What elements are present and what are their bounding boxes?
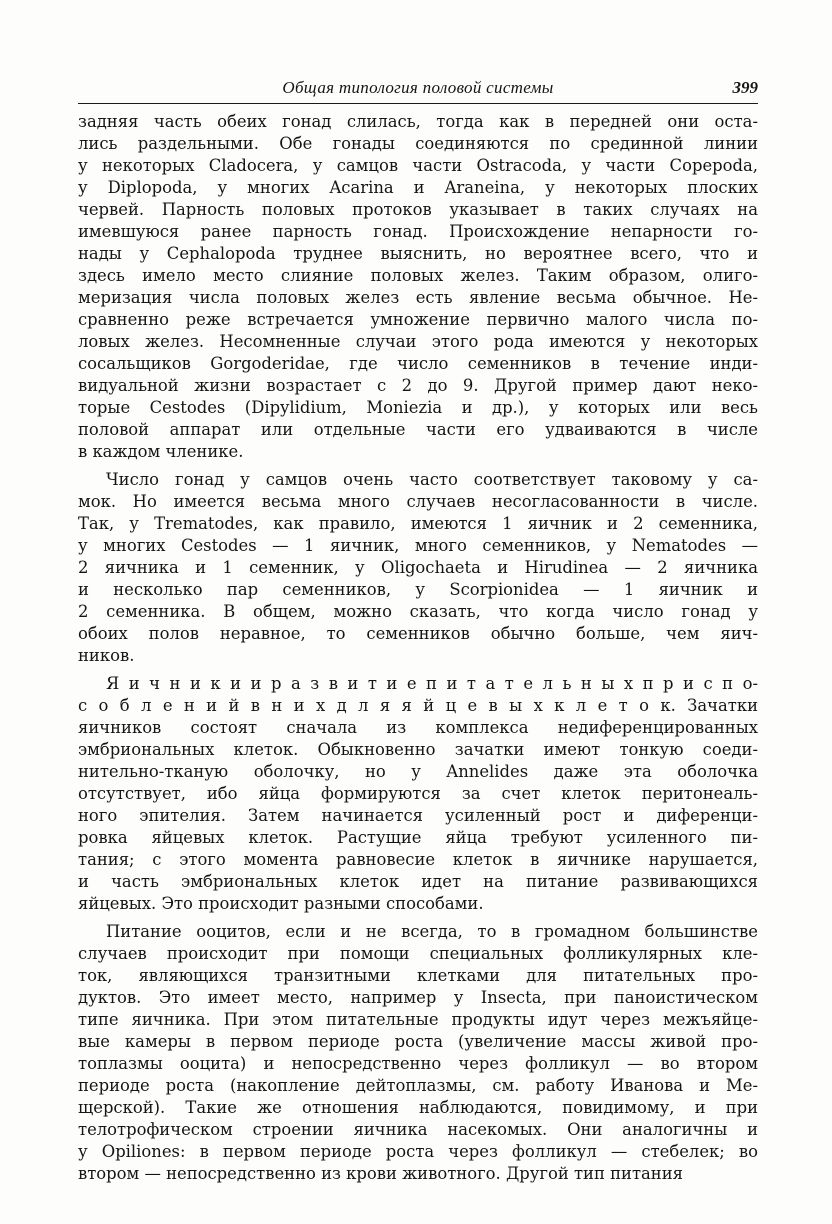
text-line: здесь имело место слияние половых желез. Таким образом, олиго- (78, 266, 758, 285)
text-line: щерской). Такие же отношения наблюдаются, повидимому, и при (78, 1098, 758, 1117)
text-line: Я и ч н и к и и р а з в и т и е п и т а т е л ь н ы х п р и с п о- (106, 674, 758, 693)
text-line: меризация числа половых желез есть явление весьма обычное. Не- (78, 288, 758, 307)
page-number: 399 (732, 78, 758, 97)
text-line: случаев происходит при помощи специальных фолликулярных кле- (78, 944, 758, 963)
text-line: нады у Cephalopoda труднее выяснить, но вероятнее всего, что и (78, 244, 758, 263)
running-head (78, 78, 758, 104)
text-line: у Diplopoda, у многих Acarina и Araneina, у некоторых плоских (78, 178, 758, 197)
body-text (78, 111, 758, 1185)
text-line: задняя часть обеих гонад слилась, тогда как в передней они оста- (78, 112, 758, 131)
text-line: периоде роста (накопление дейтоплазмы, см. работу Иванова и Ме- (78, 1076, 758, 1095)
text-line: половой аппарат или отдельные части его удваиваются в числе (78, 420, 758, 439)
text-line: лись раздельными. Обе гонады соединяются по срединной линии (78, 134, 758, 153)
text-line: и часть эмбриональных клеток идет на питание развивающихся (78, 872, 758, 891)
text-line: червей. Парность половых протоков указывает в таких случаях на (78, 200, 758, 219)
text-line: нительно-тканую оболочку, но у Annelides даже эта оболочка (78, 762, 758, 781)
text-line: у Opiliones: в первом периоде роста через фолликул — стебелек; во (78, 1142, 758, 1161)
text-line: имевшуюся ранее парность гонад. Происхождение непарности го- (78, 222, 758, 241)
text-line: яичников состоят сначала из комплекса недиференцированных (78, 718, 758, 737)
paragraph (78, 111, 758, 463)
text-line: Так, у Trematodes, как правило, имеются 1 яичник и 2 семенника, (78, 514, 758, 533)
text-line: топлазмы ооцита) и непосредственно через фолликул — во втором (78, 1054, 758, 1073)
text-line: ровка яйцевых клеток. Растущие яйца требуют усиленного пи- (78, 828, 758, 847)
text-line: втором — непосредственно из крови животного. Другой тип питания (78, 1164, 683, 1183)
text-line: телотрофическом строении яичника насекомых. Они аналогичны и (78, 1120, 758, 1139)
text-line: и несколько пар семенников, у Scorpionidea — 1 яичник и (78, 580, 758, 599)
text-line: ловых желез. Несомненные случаи этого рода имеются у некоторых (78, 332, 758, 351)
text-line: в каждом членике. (78, 442, 244, 461)
text-line: ток, являющихся транзитными клетками для питательных про- (78, 966, 758, 985)
text-line: видуальной жизни возрастает с 2 до 9. Другой пример дают неко- (78, 376, 758, 395)
text-line: Число гонад у самцов очень часто соответствует таковому у са- (106, 470, 758, 489)
paragraph (78, 921, 758, 1185)
text-line: Питание ооцитов, если и не всегда, то в громадном большинстве (106, 922, 758, 941)
text-line: у многих Cestodes — 1 яичник, много семенников, у Nematodes — (78, 536, 758, 555)
text-line: у некоторых Cladocera, у самцов части Ostracoda, у части Copepoda, (78, 156, 758, 175)
header-rule (78, 103, 758, 104)
paragraph (78, 469, 758, 667)
running-title: Общая типология половой системы (282, 78, 554, 97)
text-line: отсутствует, ибо яйца формируются за счет клеток перитонеаль- (78, 784, 758, 803)
text-line: ного эпителия. Затем начинается усиленный рост и диференци- (78, 806, 758, 825)
text-line: торые Cestodes (Dipylidium, Moniezia и др.), у которых или весь (78, 398, 758, 417)
text-line: тания; с этого момента равновесие клеток в яичнике нарушается, (78, 850, 758, 869)
text-line: мок. Но имеется весьма много случаев несогласованности в числе. (78, 492, 758, 511)
text-line: 2 яичника и 1 семенник, у Oligochaeta и Hirudinea — 2 яичника (78, 558, 758, 577)
text-line: сосальщиков Gorgoderidae, где число семенников в течение инди- (78, 354, 758, 373)
text-line: сравненно реже встречается умножение первично малого числа по- (78, 310, 758, 329)
text-line: ников. (78, 646, 135, 665)
text-line: обоих полов неравное, то семенников обычно больше, чем яич- (78, 624, 758, 643)
text-line: типе яичника. При этом питательные продукты идут через межъяйце- (78, 1010, 758, 1029)
text-line: эмбриональных клеток. Обыкновенно зачатки имеют тонкую соеди- (78, 740, 758, 759)
text-line: с о б л е н и й в н и х д л я я й ц е в ы х к л е т о к. Зачатки (78, 696, 758, 715)
text-line: 2 семенника. В общем, можно сказать, что когда число гонад у (78, 602, 758, 621)
text-line: дуктов. Это имеет место, например у Insecta, при паноистическом (78, 988, 758, 1007)
text-line: яйцевых. Это происходит разными способами. (78, 894, 484, 913)
paragraph (78, 673, 758, 915)
text-line: вые камеры в первом периоде роста (увеличение массы живой про- (78, 1032, 758, 1051)
